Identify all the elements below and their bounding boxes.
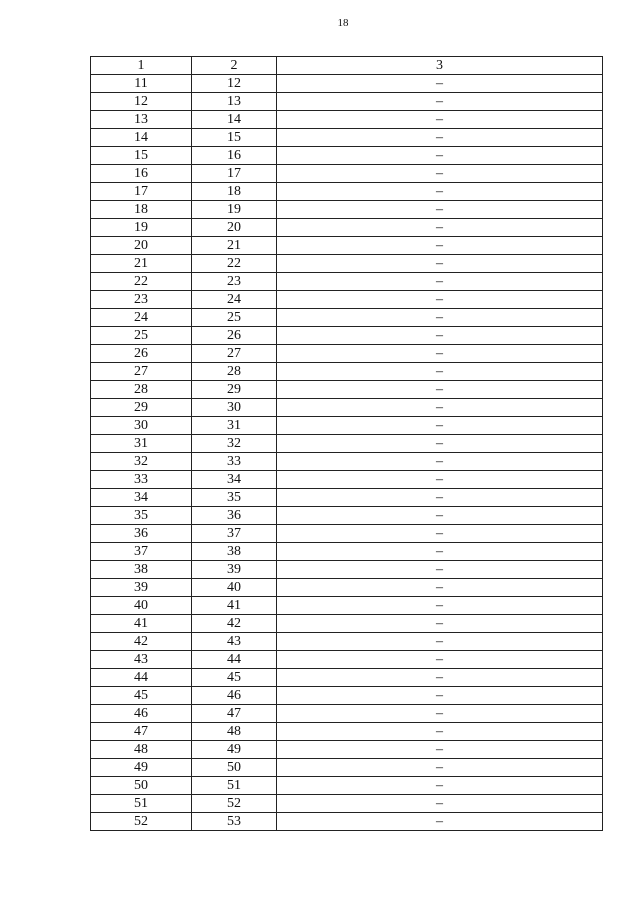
table-cell-col-2: 50 — [192, 759, 277, 777]
table-cell-col-2: 12 — [192, 75, 277, 93]
column-header-1: 1 — [91, 57, 192, 75]
table-cell-col-2: 37 — [192, 525, 277, 543]
table-cell-col-1: 49 — [91, 759, 192, 777]
table-cell-col-1: 40 — [91, 597, 192, 615]
table-row — [91, 381, 603, 399]
table-cell-col-1: 18 — [91, 201, 192, 219]
table-cell-col-3: – — [277, 561, 603, 579]
table-cell-col-1: 30 — [91, 417, 192, 435]
table-cell-col-2: 47 — [192, 705, 277, 723]
table-cell-col-2: 35 — [192, 489, 277, 507]
table-cell-col-1: 52 — [91, 813, 192, 831]
table-row — [91, 363, 603, 381]
table-cell-col-2: 25 — [192, 309, 277, 327]
table-cell-col-1: 15 — [91, 147, 192, 165]
table-row — [91, 165, 603, 183]
table-cell-col-2: 28 — [192, 363, 277, 381]
table-row — [91, 93, 603, 111]
table-cell-col-1: 26 — [91, 345, 192, 363]
table-cell-col-3: – — [277, 399, 603, 417]
table-cell-col-1: 31 — [91, 435, 192, 453]
table-cell-col-3: – — [277, 741, 603, 759]
table-cell-col-3: – — [277, 111, 603, 129]
table-cell-col-2: 21 — [192, 237, 277, 255]
table-body — [91, 75, 603, 831]
table-cell-col-3: – — [277, 93, 603, 111]
table-cell-col-3: – — [277, 327, 603, 345]
table-cell-col-2: 46 — [192, 687, 277, 705]
table-cell-col-3: – — [277, 363, 603, 381]
table-cell-col-2: 23 — [192, 273, 277, 291]
table-cell-col-1: 29 — [91, 399, 192, 417]
table-row — [91, 651, 603, 669]
table-cell-col-1: 35 — [91, 507, 192, 525]
table-cell-col-3: – — [277, 597, 603, 615]
table-cell-col-2: 17 — [192, 165, 277, 183]
table-cell-col-3: – — [277, 309, 603, 327]
table-row — [91, 741, 603, 759]
table-row — [91, 417, 603, 435]
table-cell-col-2: 36 — [192, 507, 277, 525]
column-header-3: 3 — [277, 57, 603, 75]
table-cell-col-1: 11 — [91, 75, 192, 93]
table-cell-col-2: 30 — [192, 399, 277, 417]
table-cell-col-3: – — [277, 201, 603, 219]
header-row — [91, 57, 603, 75]
table-cell-col-2: 26 — [192, 327, 277, 345]
table-cell-col-3: – — [277, 813, 603, 831]
table-cell-col-1: 41 — [91, 615, 192, 633]
table-cell-col-3: – — [277, 237, 603, 255]
table-cell-col-1: 25 — [91, 327, 192, 345]
table-cell-col-1: 39 — [91, 579, 192, 597]
table-row — [91, 615, 603, 633]
table-cell-col-3: – — [277, 129, 603, 147]
table-cell-col-1: 13 — [91, 111, 192, 129]
table-cell-col-3: – — [277, 543, 603, 561]
table-cell-col-2: 13 — [192, 93, 277, 111]
table-row — [91, 597, 603, 615]
table-cell-col-2: 39 — [192, 561, 277, 579]
table-cell-col-1: 50 — [91, 777, 192, 795]
table-cell-col-2: 44 — [192, 651, 277, 669]
table-cell-col-2: 32 — [192, 435, 277, 453]
table-cell-col-1: 47 — [91, 723, 192, 741]
page-number: 18 — [337, 17, 349, 29]
table-row — [91, 633, 603, 651]
table-row — [91, 219, 603, 237]
table-cell-col-2: 42 — [192, 615, 277, 633]
table-cell-col-1: 16 — [91, 165, 192, 183]
table-cell-col-1: 22 — [91, 273, 192, 291]
table-cell-col-3: – — [277, 435, 603, 453]
table-cell-col-2: 16 — [192, 147, 277, 165]
table-cell-col-1: 12 — [91, 93, 192, 111]
table-cell-col-3: – — [277, 453, 603, 471]
table-cell-col-1: 21 — [91, 255, 192, 273]
table-row — [91, 273, 603, 291]
table-cell-col-1: 45 — [91, 687, 192, 705]
table-cell-col-1: 46 — [91, 705, 192, 723]
table-cell-col-1: 32 — [91, 453, 192, 471]
table-cell-col-3: – — [277, 345, 603, 363]
table-row — [91, 489, 603, 507]
table-row — [91, 147, 603, 165]
table-cell-col-2: 14 — [192, 111, 277, 129]
table-cell-col-3: – — [277, 705, 603, 723]
table-cell-col-3: – — [277, 525, 603, 543]
table-row — [91, 309, 603, 327]
table-cell-col-3: – — [277, 669, 603, 687]
table-cell-col-2: 49 — [192, 741, 277, 759]
table-row — [91, 543, 603, 561]
table-cell-col-1: 51 — [91, 795, 192, 813]
column-header-2: 2 — [192, 57, 277, 75]
table-cell-col-2: 53 — [192, 813, 277, 831]
data-table — [90, 56, 603, 831]
table-cell-col-3: – — [277, 759, 603, 777]
table-row — [91, 561, 603, 579]
table-row — [91, 795, 603, 813]
table-row — [91, 525, 603, 543]
table-cell-col-3: – — [277, 75, 603, 93]
table-row — [91, 687, 603, 705]
table-cell-col-2: 22 — [192, 255, 277, 273]
table-cell-col-3: – — [277, 147, 603, 165]
table-cell-col-3: – — [277, 255, 603, 273]
table-cell-col-3: – — [277, 417, 603, 435]
table-cell-col-3: – — [277, 219, 603, 237]
table-row — [91, 183, 603, 201]
table-cell-col-1: 19 — [91, 219, 192, 237]
table-cell-col-1: 36 — [91, 525, 192, 543]
table-cell-col-3: – — [277, 165, 603, 183]
table-cell-col-2: 34 — [192, 471, 277, 489]
table-cell-col-2: 19 — [192, 201, 277, 219]
table-cell-col-1: 48 — [91, 741, 192, 759]
table-cell-col-2: 52 — [192, 795, 277, 813]
table-cell-col-3: – — [277, 381, 603, 399]
table-row — [91, 111, 603, 129]
table-cell-col-1: 24 — [91, 309, 192, 327]
table-cell-col-2: 18 — [192, 183, 277, 201]
table-cell-col-1: 33 — [91, 471, 192, 489]
table-cell-col-2: 15 — [192, 129, 277, 147]
table-row — [91, 129, 603, 147]
table-cell-col-3: – — [277, 183, 603, 201]
table-cell-col-2: 33 — [192, 453, 277, 471]
table-row — [91, 237, 603, 255]
table-row — [91, 75, 603, 93]
table-cell-col-2: 48 — [192, 723, 277, 741]
table-cell-col-2: 40 — [192, 579, 277, 597]
table-cell-col-2: 51 — [192, 777, 277, 795]
table-row — [91, 723, 603, 741]
table-cell-col-1: 28 — [91, 381, 192, 399]
table-cell-col-3: – — [277, 795, 603, 813]
table-row — [91, 327, 603, 345]
table-cell-col-3: – — [277, 291, 603, 309]
table-cell-col-2: 43 — [192, 633, 277, 651]
table-cell-col-2: 31 — [192, 417, 277, 435]
table-cell-col-1: 17 — [91, 183, 192, 201]
table-cell-col-1: 27 — [91, 363, 192, 381]
table-cell-col-3: – — [277, 579, 603, 597]
table-row — [91, 399, 603, 417]
table-cell-col-1: 37 — [91, 543, 192, 561]
table-row — [91, 759, 603, 777]
table-row — [91, 345, 603, 363]
table-cell-col-2: 45 — [192, 669, 277, 687]
table-row — [91, 291, 603, 309]
table-row — [91, 201, 603, 219]
table-cell-col-2: 24 — [192, 291, 277, 309]
table-cell-col-1: 38 — [91, 561, 192, 579]
table-cell-col-2: 41 — [192, 597, 277, 615]
table-cell-col-3: – — [277, 489, 603, 507]
table-cell-col-3: – — [277, 687, 603, 705]
table-row — [91, 507, 603, 525]
table-cell-col-3: – — [277, 615, 603, 633]
table-cell-col-1: 42 — [91, 633, 192, 651]
table-cell-col-3: – — [277, 273, 603, 291]
table-row — [91, 435, 603, 453]
table-cell-col-3: – — [277, 471, 603, 489]
table-header — [91, 57, 603, 75]
table-row — [91, 255, 603, 273]
table-cell-col-2: 27 — [192, 345, 277, 363]
table-cell-col-2: 29 — [192, 381, 277, 399]
table-row — [91, 813, 603, 831]
table-cell-col-2: 20 — [192, 219, 277, 237]
table-row — [91, 705, 603, 723]
table-row — [91, 777, 603, 795]
table-cell-col-1: 14 — [91, 129, 192, 147]
table-cell-col-1: 43 — [91, 651, 192, 669]
table-cell-col-3: – — [277, 507, 603, 525]
table-cell-col-2: 38 — [192, 543, 277, 561]
table-row — [91, 453, 603, 471]
table-cell-col-3: – — [277, 633, 603, 651]
table-cell-col-1: 23 — [91, 291, 192, 309]
table-cell-col-3: – — [277, 777, 603, 795]
table-row — [91, 669, 603, 687]
table-cell-col-1: 34 — [91, 489, 192, 507]
table-row — [91, 471, 603, 489]
table-cell-col-1: 44 — [91, 669, 192, 687]
table-cell-col-3: – — [277, 723, 603, 741]
table-cell-col-3: – — [277, 651, 603, 669]
table-cell-col-1: 20 — [91, 237, 192, 255]
table-row — [91, 579, 603, 597]
